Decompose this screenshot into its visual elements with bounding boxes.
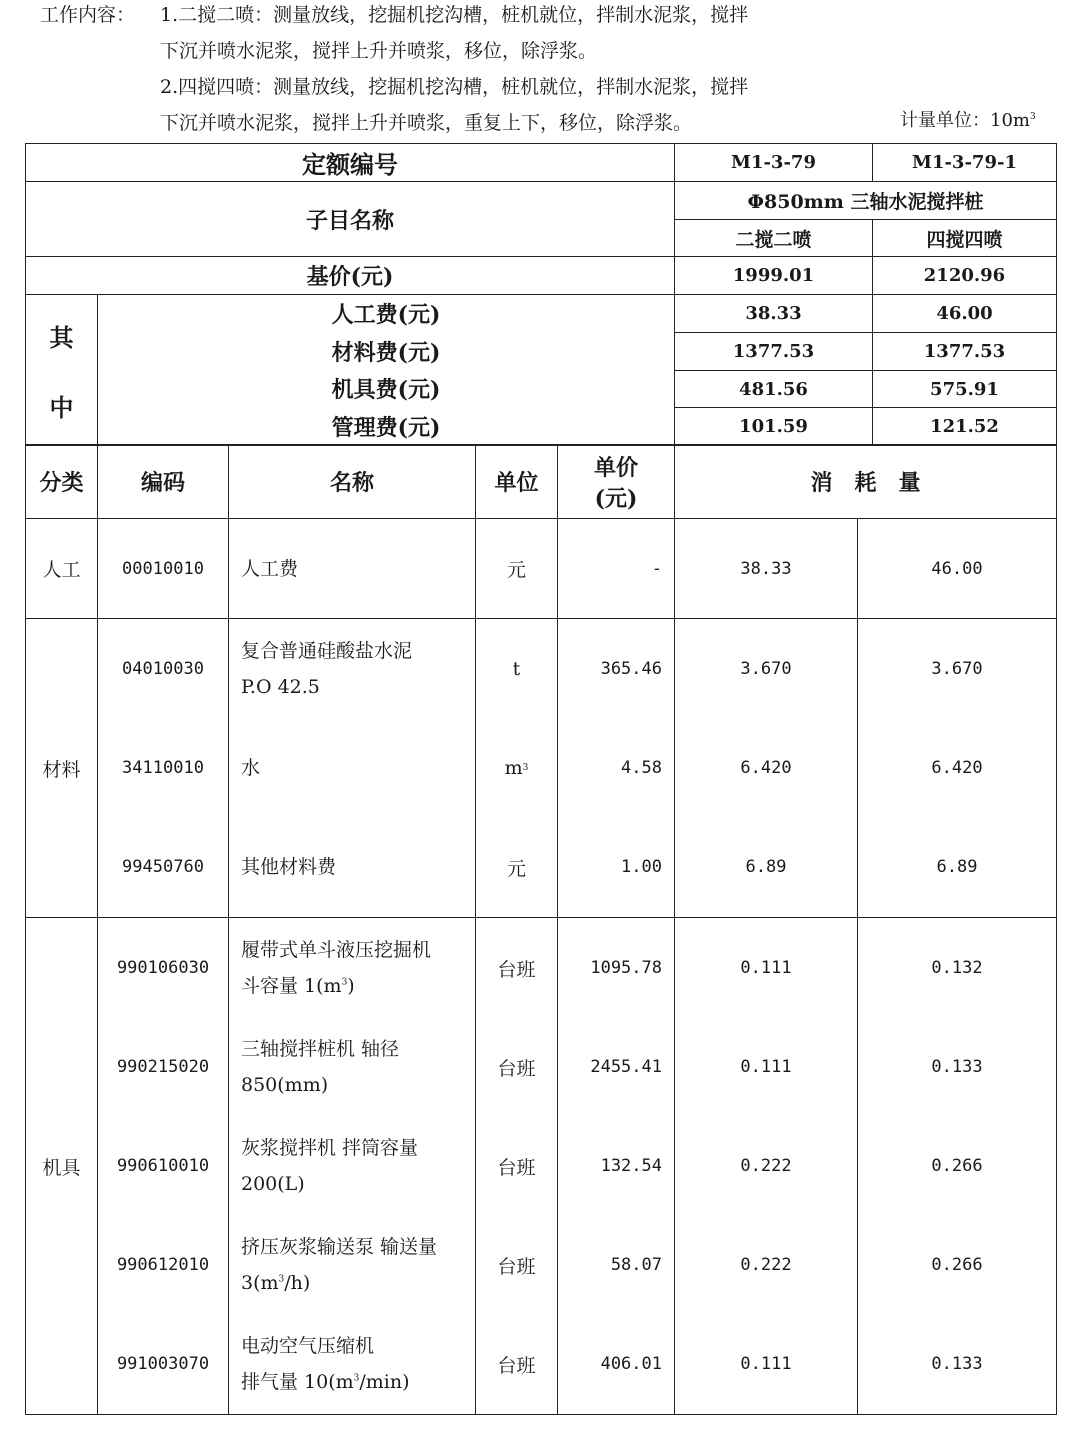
materials-prices — [558, 619, 675, 918]
machine-qty-5-2: 0.133 — [931, 1354, 983, 1374]
material-unit-2-base: m — [504, 757, 523, 779]
machinery-prices — [558, 918, 675, 1415]
machine-code-3: 990610010 — [116, 1156, 210, 1176]
material-qty-3-1: 6.89 — [745, 857, 787, 877]
machine-name-1-line-2-pre: 斗容量 1(m — [241, 975, 342, 997]
material-name-1-line-1: 复合普通硅酸盐水泥 — [241, 640, 413, 662]
machine-name-1-line-1: 履带式单斗液压挖掘机 — [241, 939, 432, 961]
material-code-1: 04010030 — [122, 658, 204, 679]
quota-header-table — [25, 143, 1057, 446]
work-content-line-4: 下沉并喷水泥浆，搅拌上升并喷浆，重复上下，移位，除浮浆。 — [160, 112, 693, 134]
col-price-line-2: (元) — [594, 485, 638, 512]
category-materials: 材料 — [26, 619, 98, 918]
work-content-line-1: 1.二搅二喷：测量放线，挖掘机挖沟槽，桩机就位，拌制水泥浆，搅拌 — [160, 4, 749, 26]
cost-row-labor — [26, 295, 1057, 333]
cost-material-2: 1377.53 — [873, 333, 1057, 371]
col-price — [558, 445, 675, 519]
of-which-cell — [26, 295, 98, 446]
machinery-codes — [98, 918, 229, 1415]
work-content-label: 工作内容： — [40, 4, 136, 26]
cost-management-2: 121.52 — [873, 408, 1057, 446]
col-price-line-1: 单价 — [593, 454, 638, 481]
machine-qty-2-2: 0.133 — [931, 1057, 983, 1077]
table-row-labor — [26, 519, 1057, 619]
category-machinery: 机具 — [26, 918, 98, 1415]
machine-qty-1-2: 0.132 — [931, 958, 983, 978]
machine-qty-4-2: 0.266 — [931, 1255, 983, 1275]
machine-qty-3-1: 0.222 — [740, 1156, 792, 1176]
machine-name-4-line-2-sup: 3 — [278, 1274, 285, 1285]
machine-qty-4-1: 0.222 — [740, 1255, 792, 1275]
col-category: 分类 — [26, 445, 98, 519]
material-price-3: 1.00 — [621, 857, 662, 877]
cost-label-management: 管理费(元) — [331, 414, 441, 441]
machine-code-1: 990106030 — [116, 958, 210, 978]
machine-qty-1-1: 0.111 — [740, 958, 792, 978]
machinery-names — [229, 918, 476, 1415]
item-name-label: 子目名称 — [26, 182, 675, 257]
cost-label-machinery: 机具费(元) — [331, 377, 441, 404]
material-name-3: 其他材料费 — [241, 856, 337, 878]
item-1: 二搅二喷 — [675, 220, 873, 257]
materials-names — [229, 619, 476, 918]
machine-name-5-line-2-sup: 3 — [353, 1373, 360, 1384]
machine-price-1: 1095.78 — [590, 958, 662, 978]
labor-qty-2: 46.00 — [858, 519, 1057, 619]
machine-name-5-line-2-post: /min) — [359, 1371, 410, 1393]
machinery-qty-1 — [675, 918, 858, 1415]
cost-labor-2: 46.00 — [873, 295, 1057, 333]
machine-code-4: 990612010 — [116, 1255, 210, 1275]
machine-unit-5: 台班 — [497, 1354, 536, 1377]
col-unit: 单位 — [476, 445, 558, 519]
machine-name-2-line-2: 850(mm) — [241, 1074, 329, 1096]
machine-name-1 — [229, 919, 475, 1018]
col-code: 编码 — [98, 445, 229, 519]
consumption-table — [25, 444, 1057, 1415]
work-content-line-2: 下沉并喷水泥浆，搅拌上升并喷浆，移位，除浮浆。 — [160, 40, 598, 62]
material-unit-3: 元 — [506, 857, 526, 880]
category-labor: 人工 — [26, 519, 98, 619]
item-group: Φ850mm 三轴水泥搅拌桩 — [675, 182, 1057, 220]
material-price-1: 365.46 — [600, 659, 662, 679]
machine-name-3-line-1: 灰浆搅拌机 拌筒容量 — [241, 1137, 419, 1159]
table-row-machinery — [26, 918, 1057, 1415]
cost-machinery-1: 481.56 — [675, 371, 873, 408]
cost-label-labor: 人工费(元) — [331, 302, 441, 329]
cost-labor-1: 38.33 — [675, 295, 873, 333]
machine-name-1-line-2 — [241, 968, 431, 1004]
cost-machinery-2: 575.91 — [873, 371, 1057, 408]
materials-qty-1 — [675, 619, 858, 918]
machine-price-3: 132.54 — [600, 1156, 662, 1176]
labor-price: - — [558, 519, 675, 619]
material-qty-2-1: 6.420 — [740, 758, 792, 778]
of-which-char-2: 中 — [49, 392, 74, 422]
material-unit-2: m 3 — [504, 757, 529, 779]
machine-name-1-line-2-sup: 3 — [341, 977, 348, 988]
material-name-1 — [229, 620, 475, 719]
labor-name: 人工费 — [229, 519, 476, 619]
table-row-materials — [26, 619, 1057, 918]
cost-management-1: 101.59 — [675, 408, 873, 446]
item-2: 四搅四喷 — [873, 220, 1057, 257]
material-qty-3-2: 6.89 — [936, 857, 978, 877]
machine-name-5-line-2 — [241, 1364, 410, 1400]
machine-qty-3-2: 0.266 — [931, 1156, 983, 1176]
machine-name-4 — [229, 1216, 475, 1315]
base-price-row — [26, 257, 1057, 295]
cost-material-1: 1377.53 — [675, 333, 873, 371]
material-price-2: 4.58 — [621, 758, 662, 778]
machine-name-2-line-1: 三轴搅拌桩机 轴径 — [241, 1038, 400, 1060]
material-name-2: 水 — [241, 757, 261, 779]
machinery-qty-2 — [858, 918, 1057, 1415]
base-price-2: 2120.96 — [873, 257, 1057, 295]
labor-qty-1: 38.33 — [675, 519, 858, 619]
machine-price-5: 406.01 — [600, 1354, 662, 1374]
machine-qty-5-1: 0.111 — [740, 1354, 792, 1374]
materials-units — [476, 619, 558, 918]
material-code-2: 34110010 — [122, 757, 204, 778]
machine-code-2: 990215020 — [116, 1057, 210, 1077]
base-price-label: 基价(元) — [26, 257, 675, 295]
materials-codes — [98, 619, 229, 918]
material-qty-2-2: 6.420 — [931, 758, 983, 778]
machine-name-5 — [229, 1315, 475, 1414]
item-name-row — [26, 182, 1057, 220]
material-code-3: 99450760 — [122, 856, 204, 877]
machine-unit-2: 台班 — [497, 1057, 536, 1080]
machine-unit-1: 台班 — [497, 958, 536, 981]
machine-code-5: 991003070 — [116, 1354, 210, 1374]
machinery-units — [476, 918, 558, 1415]
materials-qty-2 — [858, 619, 1057, 918]
machine-name-5-line-1: 电动空气压缩机 — [241, 1335, 375, 1357]
machine-name-1-line-2-post: ) — [347, 975, 355, 997]
quota-no-label: 定额编号 — [26, 144, 675, 182]
machine-name-4-line-1: 挤压灰浆输送泵 输送量 — [241, 1236, 438, 1258]
material-qty-1-1: 3.670 — [740, 659, 792, 679]
machine-name-4-line-2-pre: 3(m — [241, 1272, 279, 1294]
table-header-row — [26, 445, 1057, 519]
machine-name-2 — [229, 1018, 475, 1117]
quota-no-row — [26, 144, 1057, 182]
quota-no-1: M1-3-79 — [675, 144, 873, 182]
cost-labels-cell — [98, 295, 675, 446]
col-name: 名称 — [229, 445, 476, 519]
labor-code: 00010010 — [98, 519, 229, 619]
material-name-1-line-2: P.O 42.5 — [241, 676, 320, 698]
machine-price-4: 58.07 — [610, 1255, 662, 1275]
machine-name-4-line-2-post: /h) — [284, 1272, 311, 1294]
machine-unit-3: 台班 — [497, 1156, 536, 1179]
machine-name-4-line-2 — [241, 1265, 437, 1301]
quota-no-2: M1-3-79-1 — [873, 144, 1057, 182]
machine-name-3 — [229, 1117, 475, 1216]
material-unit-1: t — [512, 658, 521, 680]
machine-name-3-line-2: 200(L) — [241, 1173, 305, 1195]
work-content-line-3: 2.四搅四喷：测量放线，挖掘机挖沟槽，桩机就位，拌制水泥浆，搅拌 — [160, 76, 749, 98]
col-consumption: 消 耗 量 — [675, 445, 1057, 519]
cost-label-material: 材料费(元) — [331, 339, 441, 366]
machine-unit-4: 台班 — [497, 1255, 536, 1278]
measurement-unit-sup: 3 — [1029, 112, 1036, 122]
measurement-unit-label: 计量单位：10m — [900, 110, 1030, 131]
measurement-unit — [900, 106, 1036, 132]
labor-unit: 元 — [476, 519, 558, 619]
machine-price-2: 2455.41 — [590, 1057, 662, 1077]
of-which-char-1: 其 — [49, 322, 74, 352]
machine-name-5-line-2-pre: 排气量 10(m — [241, 1371, 354, 1393]
machine-qty-2-1: 0.111 — [740, 1057, 792, 1077]
base-price-1: 1999.01 — [675, 257, 873, 295]
material-qty-1-2: 3.670 — [931, 659, 983, 679]
